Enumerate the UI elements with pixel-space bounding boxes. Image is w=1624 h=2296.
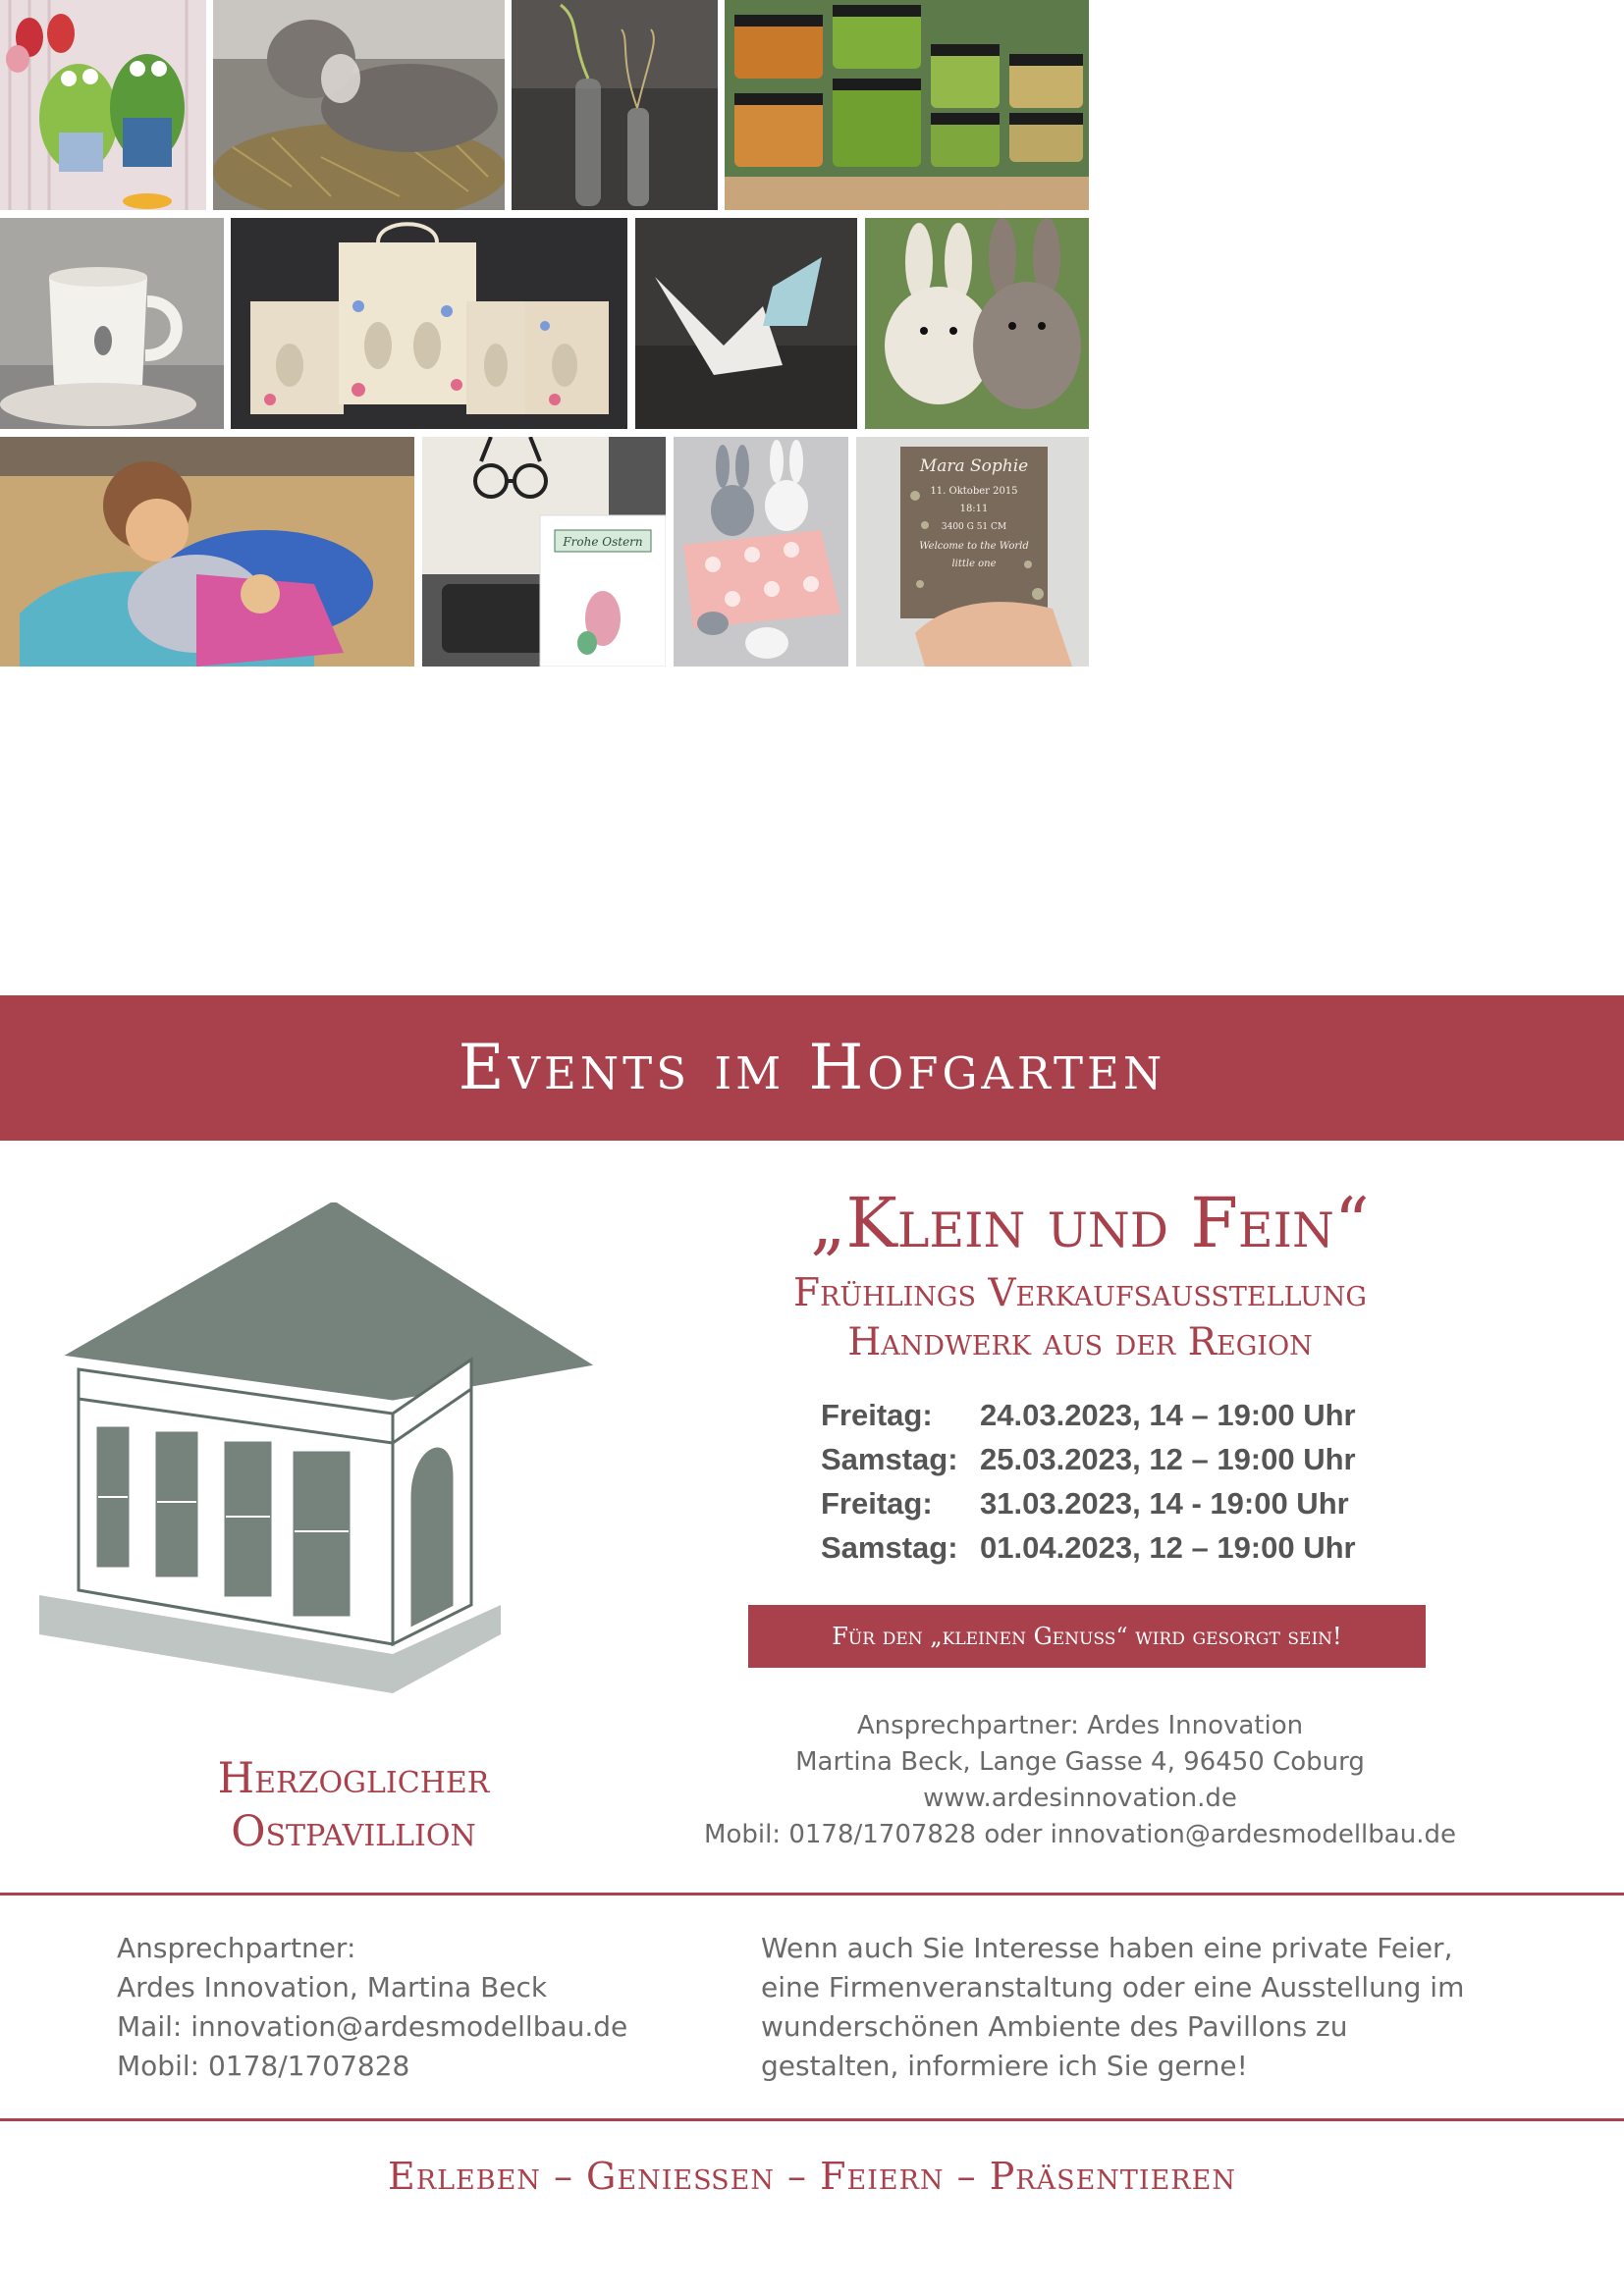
contact-line: Ansprechpartner: Ardes Innovation bbox=[856, 1711, 1304, 1740]
divider-bottom bbox=[0, 2118, 1624, 2121]
photo-fondant-bunnies bbox=[674, 437, 848, 667]
photo-wire-bunnies bbox=[512, 0, 718, 210]
footer-contact-line: Ardes Innovation, Martina Beck bbox=[117, 1971, 548, 2003]
sign-name: Mara Sophie bbox=[919, 456, 1029, 476]
card-greeting: Frohe Ostern bbox=[563, 535, 643, 549]
date-time: 25.03.2023, 12 – 19:00 Uhr bbox=[980, 1442, 1356, 1476]
date-time: 24.03.2023, 14 – 19:00 Uhr bbox=[980, 1398, 1356, 1432]
sign-date: 11. Oktober 2015 bbox=[930, 486, 1018, 497]
date-row bbox=[821, 1481, 1356, 1525]
footer-info-line: wunderschönen Ambiente des Pavillons zu bbox=[761, 2010, 1348, 2043]
photo-glasses-bunny-bag bbox=[422, 437, 666, 667]
photo-origami-cranes bbox=[635, 218, 857, 429]
footer-info-line: gestalten, informiere ich Sie gerne! bbox=[761, 2050, 1248, 2082]
date-time: 31.03.2023, 14 - 19:00 Uhr bbox=[980, 1486, 1349, 1521]
title-banner bbox=[0, 995, 1624, 1141]
photo-felt-bunnies bbox=[865, 218, 1089, 429]
slogan: Erleben – Genießen – Feiern – Präsentieren bbox=[388, 2155, 1236, 2198]
date-row bbox=[821, 1437, 1356, 1481]
pavilion-drawing bbox=[39, 1202, 746, 1713]
sign-time: 18:11 bbox=[959, 504, 989, 514]
date-row bbox=[821, 1393, 1356, 1437]
photo-crochet-frogs bbox=[0, 0, 206, 210]
photo-preserve-jars bbox=[725, 0, 1089, 210]
event-dates bbox=[821, 1393, 1356, 1570]
contact-phone-email[interactable]: Mobil: 0178/1707828 oder innovation@ardesmodellbau.de bbox=[704, 1820, 1456, 1849]
divider-top bbox=[0, 1893, 1624, 1896]
sign-stats: 3400 G 51 CM bbox=[941, 522, 1007, 532]
photo-birth-sign bbox=[856, 437, 1089, 667]
venue-line: Ostpavillion bbox=[231, 1807, 476, 1856]
footer-info-line: eine Firmenveranstaltung oder eine Ausstellung im bbox=[761, 1971, 1465, 2003]
footer-info bbox=[761, 1929, 1527, 2086]
contact-block bbox=[668, 1708, 1492, 1853]
date-row bbox=[821, 1525, 1356, 1570]
date-day: Samstag: bbox=[821, 1442, 958, 1476]
contact-address: Martina Beck, Lange Gasse 4, 96450 Coburg bbox=[795, 1747, 1365, 1777]
sign-little: little one bbox=[951, 559, 997, 569]
event-subtitle-1: Frühlings Verkaufsausstellung bbox=[793, 1271, 1367, 1315]
date-time: 01.04.2023, 12 – 19:00 Uhr bbox=[980, 1530, 1356, 1565]
photo-stone-lamb bbox=[213, 0, 505, 210]
event-subtitle-2: Handwerk aus der Region bbox=[847, 1320, 1313, 1364]
footer-contact bbox=[117, 1929, 627, 2086]
date-day: Freitag: bbox=[821, 1398, 933, 1432]
food-note-badge: Für den „kleinen Genuß“ wird gesorgt sein! bbox=[748, 1605, 1426, 1668]
footer-contact-line: Ansprechpartner: bbox=[117, 1932, 356, 1964]
sign-welcome: Welcome to the World bbox=[919, 541, 1029, 552]
photo-bunny-mug bbox=[0, 218, 224, 429]
venue-name bbox=[147, 1752, 560, 1858]
photo-waldorf-dolls bbox=[0, 437, 414, 667]
event-title: „Klein und Fein“ bbox=[810, 1183, 1370, 1263]
date-day: Samstag: bbox=[821, 1530, 958, 1565]
footer-contact-mail[interactable]: Mail: innovation@ardesmodellbau.de bbox=[117, 2010, 628, 2043]
footer-info-line: Wenn auch Sie Interesse haben eine private Feier, bbox=[761, 1932, 1453, 1964]
photo-bunny-bags bbox=[231, 218, 627, 429]
date-day: Freitag: bbox=[821, 1486, 933, 1521]
footer-contact-phone[interactable]: Mobil: 0178/1707828 bbox=[117, 2050, 410, 2082]
venue-line: Herzoglicher bbox=[217, 1754, 490, 1803]
contact-website[interactable]: www.ardesinnovation.de bbox=[923, 1784, 1237, 1813]
banner-title: Events im Hofgarten bbox=[458, 1032, 1166, 1104]
